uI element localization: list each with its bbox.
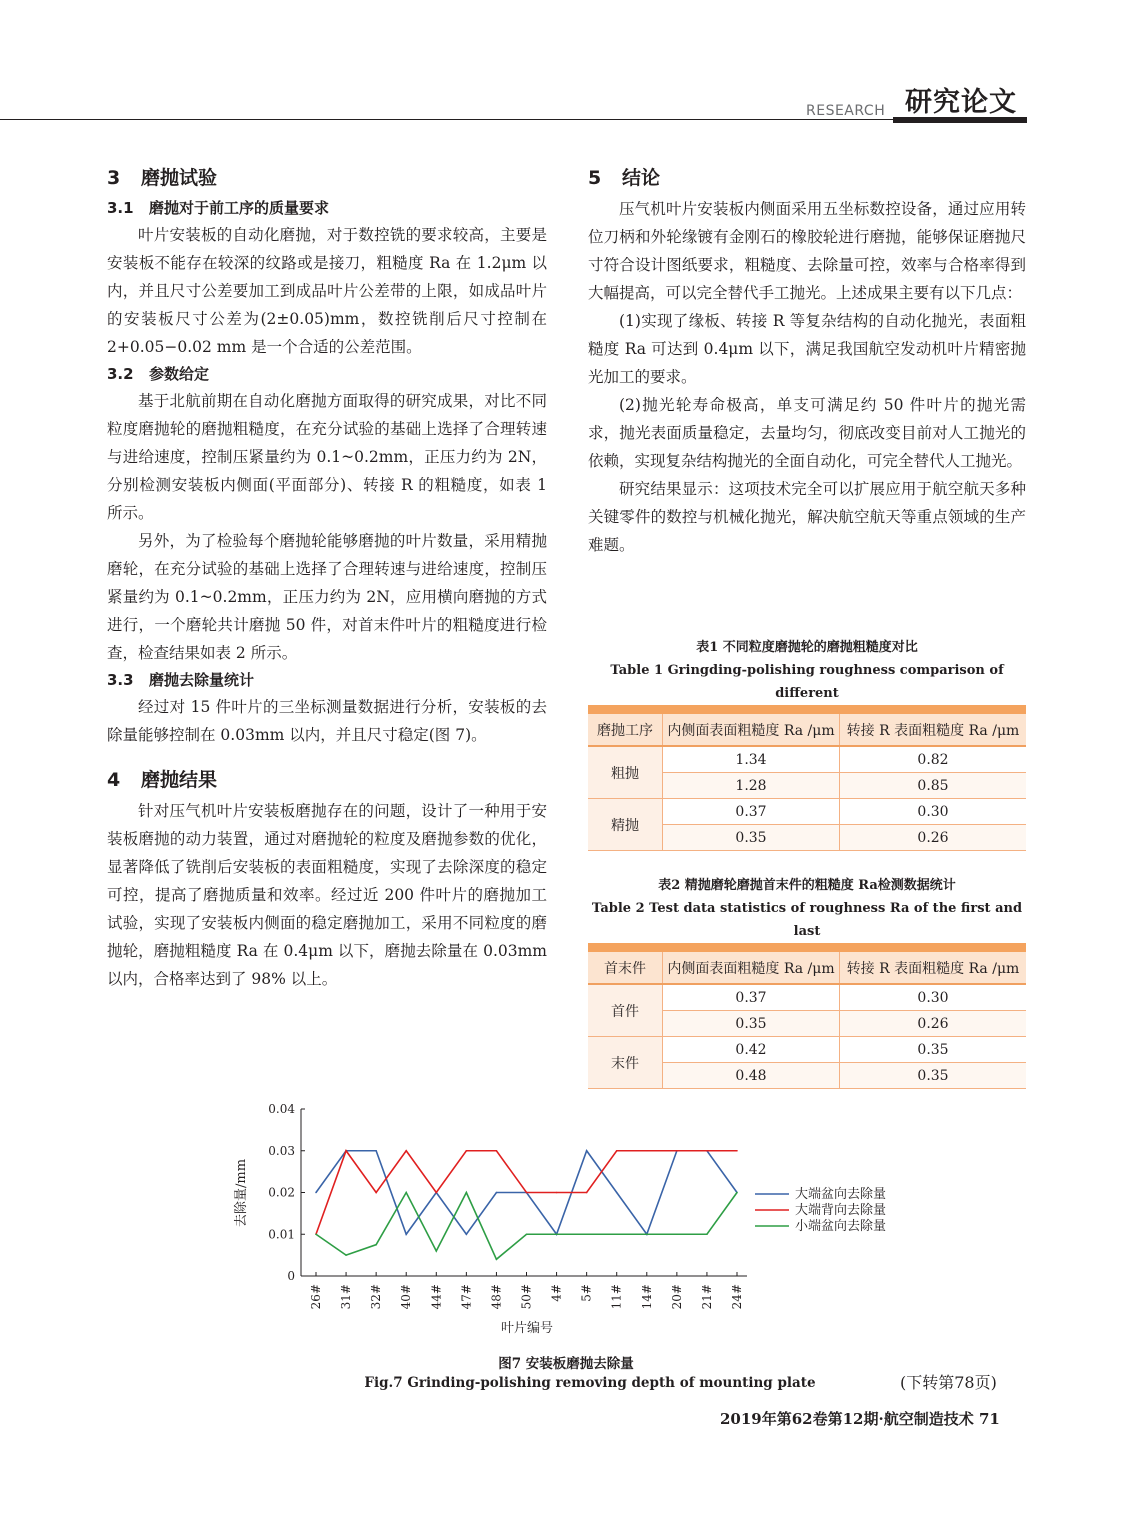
data-point <box>616 1233 618 1235</box>
table2-cell: 0.30 <box>840 984 1027 1011</box>
table1-caption-cn: 表1 不同粒度磨抛轮的磨抛粗糙度对比 <box>696 640 918 655</box>
section-5-heading <box>588 163 1026 193</box>
data-point <box>345 1150 347 1152</box>
data-point <box>315 1192 317 1194</box>
y-tick-label: 0.02 <box>268 1185 295 1200</box>
data-point <box>586 1233 588 1235</box>
table2-header: 首末件 <box>588 952 663 984</box>
x-tick-label: 44# <box>429 1284 444 1310</box>
legend-label: 小端盆向去除量 <box>795 1219 887 1234</box>
data-point <box>676 1233 678 1235</box>
table1-cell: 1.34 <box>663 746 840 773</box>
table1-cell: 1.28 <box>663 773 840 799</box>
table2-cell: 0.35 <box>663 1011 840 1037</box>
data-point <box>616 1192 618 1194</box>
table2-cell: 0.26 <box>840 1011 1027 1037</box>
x-tick-label: 11# <box>609 1284 624 1310</box>
paragraph-3-2b: 另外，为了检验每个磨抛轮能够磨抛的叶片数量，采用精抛磨轮，在充分试验的基础上选择了合理转速与进给速度，控制压紧量约为 0.1~0.2mm，正压力约为 2N，应用横向磨抛的方式进行，一个磨轮共计磨抛 50 件，对首末件叶片的粗糙度进行检查，检查结果如表 2 所示。 <box>107 532 547 662</box>
data-point <box>556 1192 558 1194</box>
table2-cell: 0.42 <box>663 1037 840 1063</box>
data-point <box>435 1192 437 1194</box>
data-point <box>706 1233 708 1235</box>
x-tick-label: 26# <box>309 1284 323 1310</box>
paragraph-5-4: 研究结果显示：这项技术完全可以扩展应用于航空航天多种关键零件的数控与机械化抛光，解决航空航天等重点领域的生产难题。 <box>588 480 1026 554</box>
subsection-title: 参数给定 <box>149 365 210 383</box>
x-tick-label: 32# <box>369 1284 384 1310</box>
data-point <box>646 1150 648 1152</box>
x-tick-label: 21# <box>699 1284 714 1310</box>
section-title: 结论 <box>622 167 661 189</box>
table2 <box>588 952 1026 1089</box>
x-tick-label: 40# <box>399 1284 414 1310</box>
x-tick-label: 4# <box>549 1284 564 1302</box>
table2-cell: 0.37 <box>663 984 840 1011</box>
table1-cell: 0.82 <box>840 746 1027 773</box>
section-3-3-heading <box>107 667 547 693</box>
subsection-number: 3.1 <box>107 199 134 217</box>
paragraph-4: 针对压气机叶片安装板磨抛存在的问题，设计了一种用于安装板磨抛的动力装置，通过对磨抛轮的粒度及磨抛参数的优化，显著降低了铣削后安装板的表面粗糙度，实现了去除深度的稳定可控，提高了磨抛质量和效率。经过近 200 件叶片的磨抛加工试验，实现了安装板内侧面的稳定磨抛加工，采用不同粒度的磨抛轮，磨抛粗糙度 Ra 在 0.4μm 以下，磨抛去除量在 0.03mm 以内，合格率达到了 98% 以上。 <box>107 802 547 988</box>
x-tick-label: 24# <box>730 1284 744 1310</box>
paragraph-3-2a: 基于北航前期在自动化磨抛方面取得的研究成果，对比不同粒度磨抛轮的磨抛粗糙度，在充分试验的基础上选择了合理转速与进给速度，控制压紧量约为 0.1~0.2mm，正压力约为 2N，分别检测安装板内侧面(平面部分)、转接 R 的粗糙度，如表 1 所示。 <box>107 392 547 522</box>
table1 <box>588 714 1026 851</box>
header-rule <box>0 119 1027 120</box>
right-column <box>588 163 1026 559</box>
section-title: 磨抛试验 <box>141 167 218 189</box>
data-point <box>496 1259 498 1261</box>
paragraph-3-1: 叶片安装板的自动化磨抛，对于数控铣的要求较高，主要是安装板不能存在较深的纹路或是接刀，粗糙度 Ra 在 1.2μm 以内，并且尺寸公差要加工到成品叶片公差带的上限，如成品叶片的安装板尺寸公差为(2±0.05)mm，数控铣削后尺寸控制在2+0.05−0.02 mm 是一个合适的公差范围。 <box>107 226 547 356</box>
subsection-title: 磨抛去除量统计 <box>149 671 255 689</box>
table1-cell: 0.85 <box>840 773 1027 799</box>
figure-caption-en: Fig.7 Grinding-polishing removing depth of mounting plate <box>364 1375 816 1391</box>
data-point <box>736 1150 738 1152</box>
data-point <box>375 1192 377 1194</box>
section-number: 5 <box>588 167 602 189</box>
data-point <box>706 1150 708 1152</box>
data-point <box>496 1192 498 1194</box>
section-4-heading <box>107 765 547 795</box>
section-3-2-heading <box>107 361 547 387</box>
x-tick-label: 48# <box>489 1284 504 1310</box>
x-axis-label: 叶片编号 <box>500 1321 554 1336</box>
table1-caption-en1: Table 1 Gringding-polishing roughness comparison of different <box>610 663 1004 701</box>
data-point <box>375 1244 377 1246</box>
section-number: 4 <box>107 769 121 791</box>
section-3-1-heading <box>107 195 547 221</box>
figure-caption-cn: 图7 安装板磨抛去除量 <box>498 1356 634 1372</box>
left-column <box>107 163 547 993</box>
legend-label: 大端背向去除量 <box>795 1203 887 1218</box>
data-point <box>375 1150 377 1152</box>
x-tick-label: 5# <box>579 1284 594 1302</box>
y-axis-label: 去除量/mm <box>234 1158 249 1228</box>
subsection-title: 磨抛对于前工序的质量要求 <box>149 199 330 217</box>
data-point <box>556 1233 558 1235</box>
table2-cell: 0.48 <box>663 1063 840 1089</box>
legend-label: 大端盆向去除量 <box>795 1187 887 1202</box>
data-point <box>526 1192 528 1194</box>
table2-caption-cn: 表2 精抛磨轮磨抛首末件的粗糙度 Ra检测数据统计 <box>658 878 956 893</box>
data-point <box>405 1150 407 1152</box>
subsection-number: 3.2 <box>107 365 134 383</box>
series-line <box>316 1193 737 1260</box>
x-tick-label: 47# <box>459 1284 474 1310</box>
data-point <box>466 1150 468 1152</box>
y-tick-label: 0 <box>287 1269 295 1283</box>
paragraph-5-2: (1)实现了缘板、转接 R 等复杂结构的自动化抛光，表面粗糙度 Ra 可达到 0.4μm 以下，满足我国航空发动机叶片精密抛光加工的要求。 <box>588 312 1026 386</box>
data-point <box>435 1250 437 1252</box>
header-research: RESEARCH <box>806 103 886 119</box>
x-tick-label: 50# <box>519 1284 534 1310</box>
data-point <box>315 1233 317 1235</box>
table2-caption-en1: Table 2 Test data statistics of roughness Ra of the first and last <box>591 901 1023 939</box>
data-point <box>616 1150 618 1152</box>
table2-header: 转接 R 表面粗糙度 Ra /μm <box>840 952 1027 984</box>
table2-header: 内侧面表面粗糙度 Ra /μm <box>663 952 840 984</box>
paragraph-3-3: 经过对 15 件叶片的三坐标测量数据进行分析，安装板的去除量能够控制在 0.03mm 以内，并且尺寸稳定(图 7)。 <box>107 698 547 744</box>
data-point <box>586 1192 588 1194</box>
table1-cell: 0.26 <box>840 825 1027 851</box>
y-tick-label: 0.04 <box>268 1102 295 1116</box>
data-point <box>496 1150 498 1152</box>
table1-header: 内侧面表面粗糙度 Ra /μm <box>663 714 840 746</box>
continued-note: (下转第78页) <box>900 1373 997 1392</box>
table1-cell: 0.30 <box>840 799 1027 825</box>
removal-chart <box>225 1098 925 1348</box>
x-tick-label: 20# <box>669 1284 684 1310</box>
section-3-heading <box>107 163 547 193</box>
table1-group: 粗抛 <box>588 746 663 799</box>
data-point <box>405 1233 407 1235</box>
section-number: 3 <box>107 167 121 189</box>
x-tick-label: 14# <box>639 1284 654 1310</box>
header-title: 研究论文 <box>905 87 1017 118</box>
table1-header: 磨抛工序 <box>588 714 663 746</box>
data-point <box>466 1233 468 1235</box>
table1-header: 转接 R 表面粗糙度 Ra /μm <box>840 714 1027 746</box>
y-tick-label: 0.03 <box>268 1143 295 1158</box>
data-point <box>646 1233 648 1235</box>
data-point <box>676 1150 678 1152</box>
x-tick-label: 31# <box>339 1284 354 1310</box>
section-title: 磨抛结果 <box>141 769 218 791</box>
table1-cell: 0.37 <box>663 799 840 825</box>
y-tick-label: 0.01 <box>268 1227 295 1242</box>
data-point <box>586 1150 588 1152</box>
table1-cell: 0.35 <box>663 825 840 851</box>
table2-cell: 0.35 <box>840 1063 1027 1089</box>
table2-group: 首件 <box>588 984 663 1037</box>
data-point <box>736 1192 738 1194</box>
data-point <box>405 1192 407 1194</box>
paragraph-5-1: 压气机叶片安装板内侧面采用五坐标数控设备，通过应用转位刀柄和外轮缘镀有金刚石的橡胶轮进行磨抛，能够保证磨抛尺寸符合设计图纸要求，粗糙度、去除量可控，效率与合格率得到大幅提高，可以完全替代手工抛光。上述成果主要有以下几点： <box>588 200 1026 302</box>
table2-group: 末件 <box>588 1037 663 1089</box>
table1-group: 精抛 <box>588 799 663 851</box>
data-point <box>466 1192 468 1194</box>
page-footer: 2019年第62卷第12期·航空制造技术 71 <box>720 1410 1000 1428</box>
subsection-number: 3.3 <box>107 671 134 689</box>
data-point <box>526 1233 528 1235</box>
paragraph-5-3: (2)抛光轮寿命极高，单支可满足约 50 件叶片的抛光需求，抛光表面质量稳定，去量均匀，彻底改变目前对人工抛光的依赖，实现复杂结构抛光的全面自动化，可完全替代人工抛光。 <box>588 396 1026 470</box>
table2-cell: 0.35 <box>840 1037 1027 1063</box>
data-point <box>345 1254 347 1256</box>
